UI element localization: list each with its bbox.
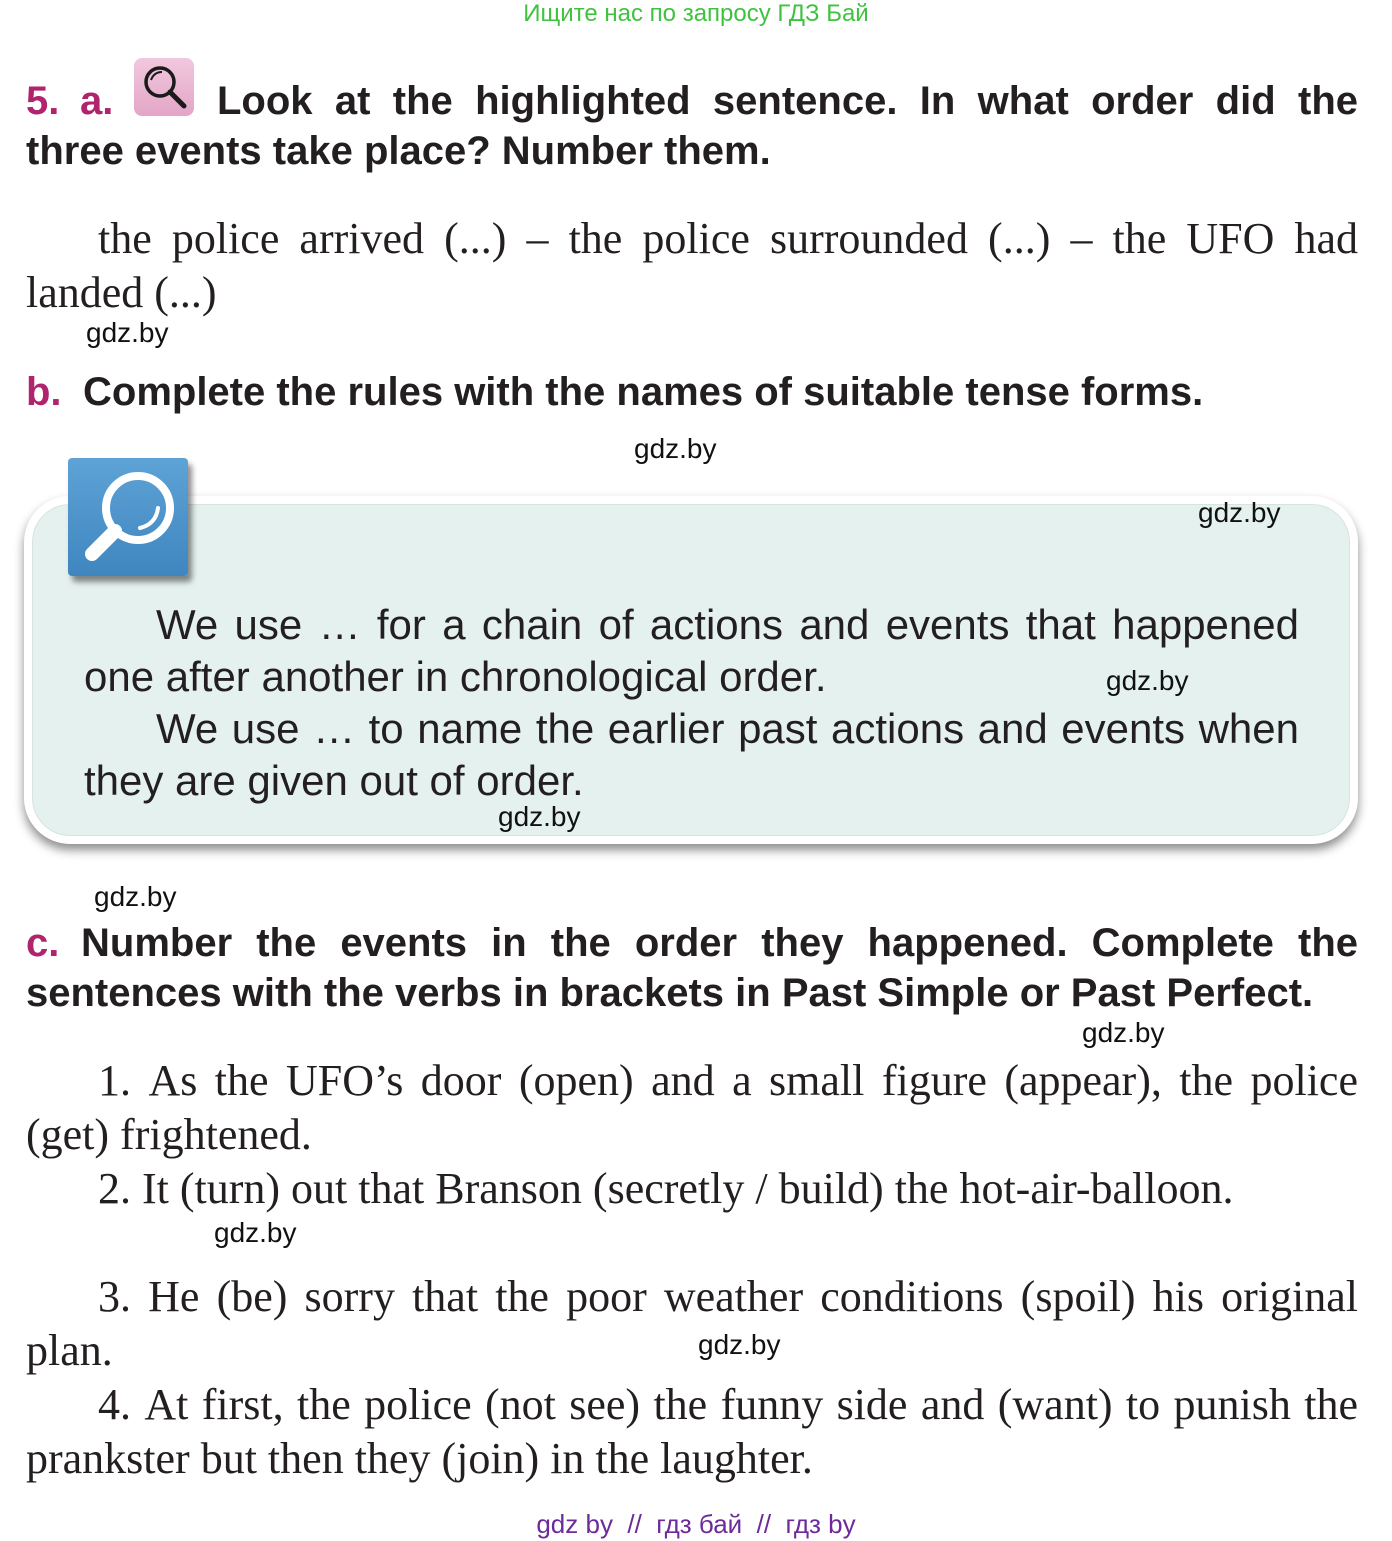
watermark-9: gdz.by — [698, 1329, 781, 1360]
sentence-2-number: 2. — [98, 1164, 131, 1213]
magnifier-icon — [68, 458, 188, 576]
watermark-5: gdz.by — [498, 801, 581, 832]
events-sentence: the police arrived (...) – the police surrounded (...) – the UFO had landed (...) — [26, 214, 1358, 317]
sentence-3-number: 3. — [98, 1272, 131, 1321]
section-b-instruction: Complete the rules with the names of suitable tense forms. — [83, 370, 1204, 414]
sentence-3-text: He (be) sorry that the poor weather conditions (spoil) his original plan. — [26, 1272, 1359, 1375]
watermark-6: gdz.by — [94, 881, 177, 912]
section-c-label: c. — [26, 921, 60, 965]
watermark-2: gdz.by — [634, 433, 717, 464]
sentence-4-number: 4. — [98, 1380, 131, 1429]
sentence-4-text: At first, the police (not see) the funny side and (want) to punish the prankster but then they (join) in the laughter. — [26, 1380, 1358, 1483]
sentence-2-text: It (turn) out that Branson (secretly / build) the hot-air-balloon. — [142, 1164, 1234, 1213]
rule-2-text: We use … to name the earlier past actions and events when they are given out of order. — [84, 705, 1299, 804]
watermark-1: gdz.by — [86, 317, 169, 348]
sentence-1-text: As the UFO’s door (open) and a small figure (appear), the police (get) frightened. — [26, 1056, 1358, 1159]
sentence-4 — [26, 1378, 1358, 1486]
sentence-2 — [26, 1162, 1358, 1216]
footer-links: gdz by // гдз бай // гдз by — [536, 1509, 856, 1539]
watermark-7: gdz.by — [1082, 1017, 1165, 1048]
sentence-1-number: 1. — [98, 1056, 131, 1105]
exercise-number: 5. — [26, 79, 60, 123]
section-b-label: b. — [26, 370, 62, 414]
watermark-3: gdz.by — [1198, 497, 1281, 528]
rule-1-text: We use … for a chain of actions and events that happened one after another in chronological order. — [84, 601, 1299, 700]
watermark-4: gdz.by — [1106, 665, 1189, 696]
top-banner: Ищите нас по запросу ГДЗ Бай — [523, 0, 869, 27]
sentence-1 — [26, 1054, 1358, 1162]
section-a-instruction: Look at the highlighted sentence. In what order did the three events take place? Number them. — [26, 79, 1358, 173]
section-c-instruction: Number the events in the order they happened. Complete the sentences with the verbs in brackets in Past Simple or Past Perfect. — [26, 921, 1358, 1015]
sentence-3 — [26, 1270, 1358, 1378]
section-a-label: a. — [80, 79, 114, 123]
watermark-8: gdz.by — [214, 1217, 297, 1248]
